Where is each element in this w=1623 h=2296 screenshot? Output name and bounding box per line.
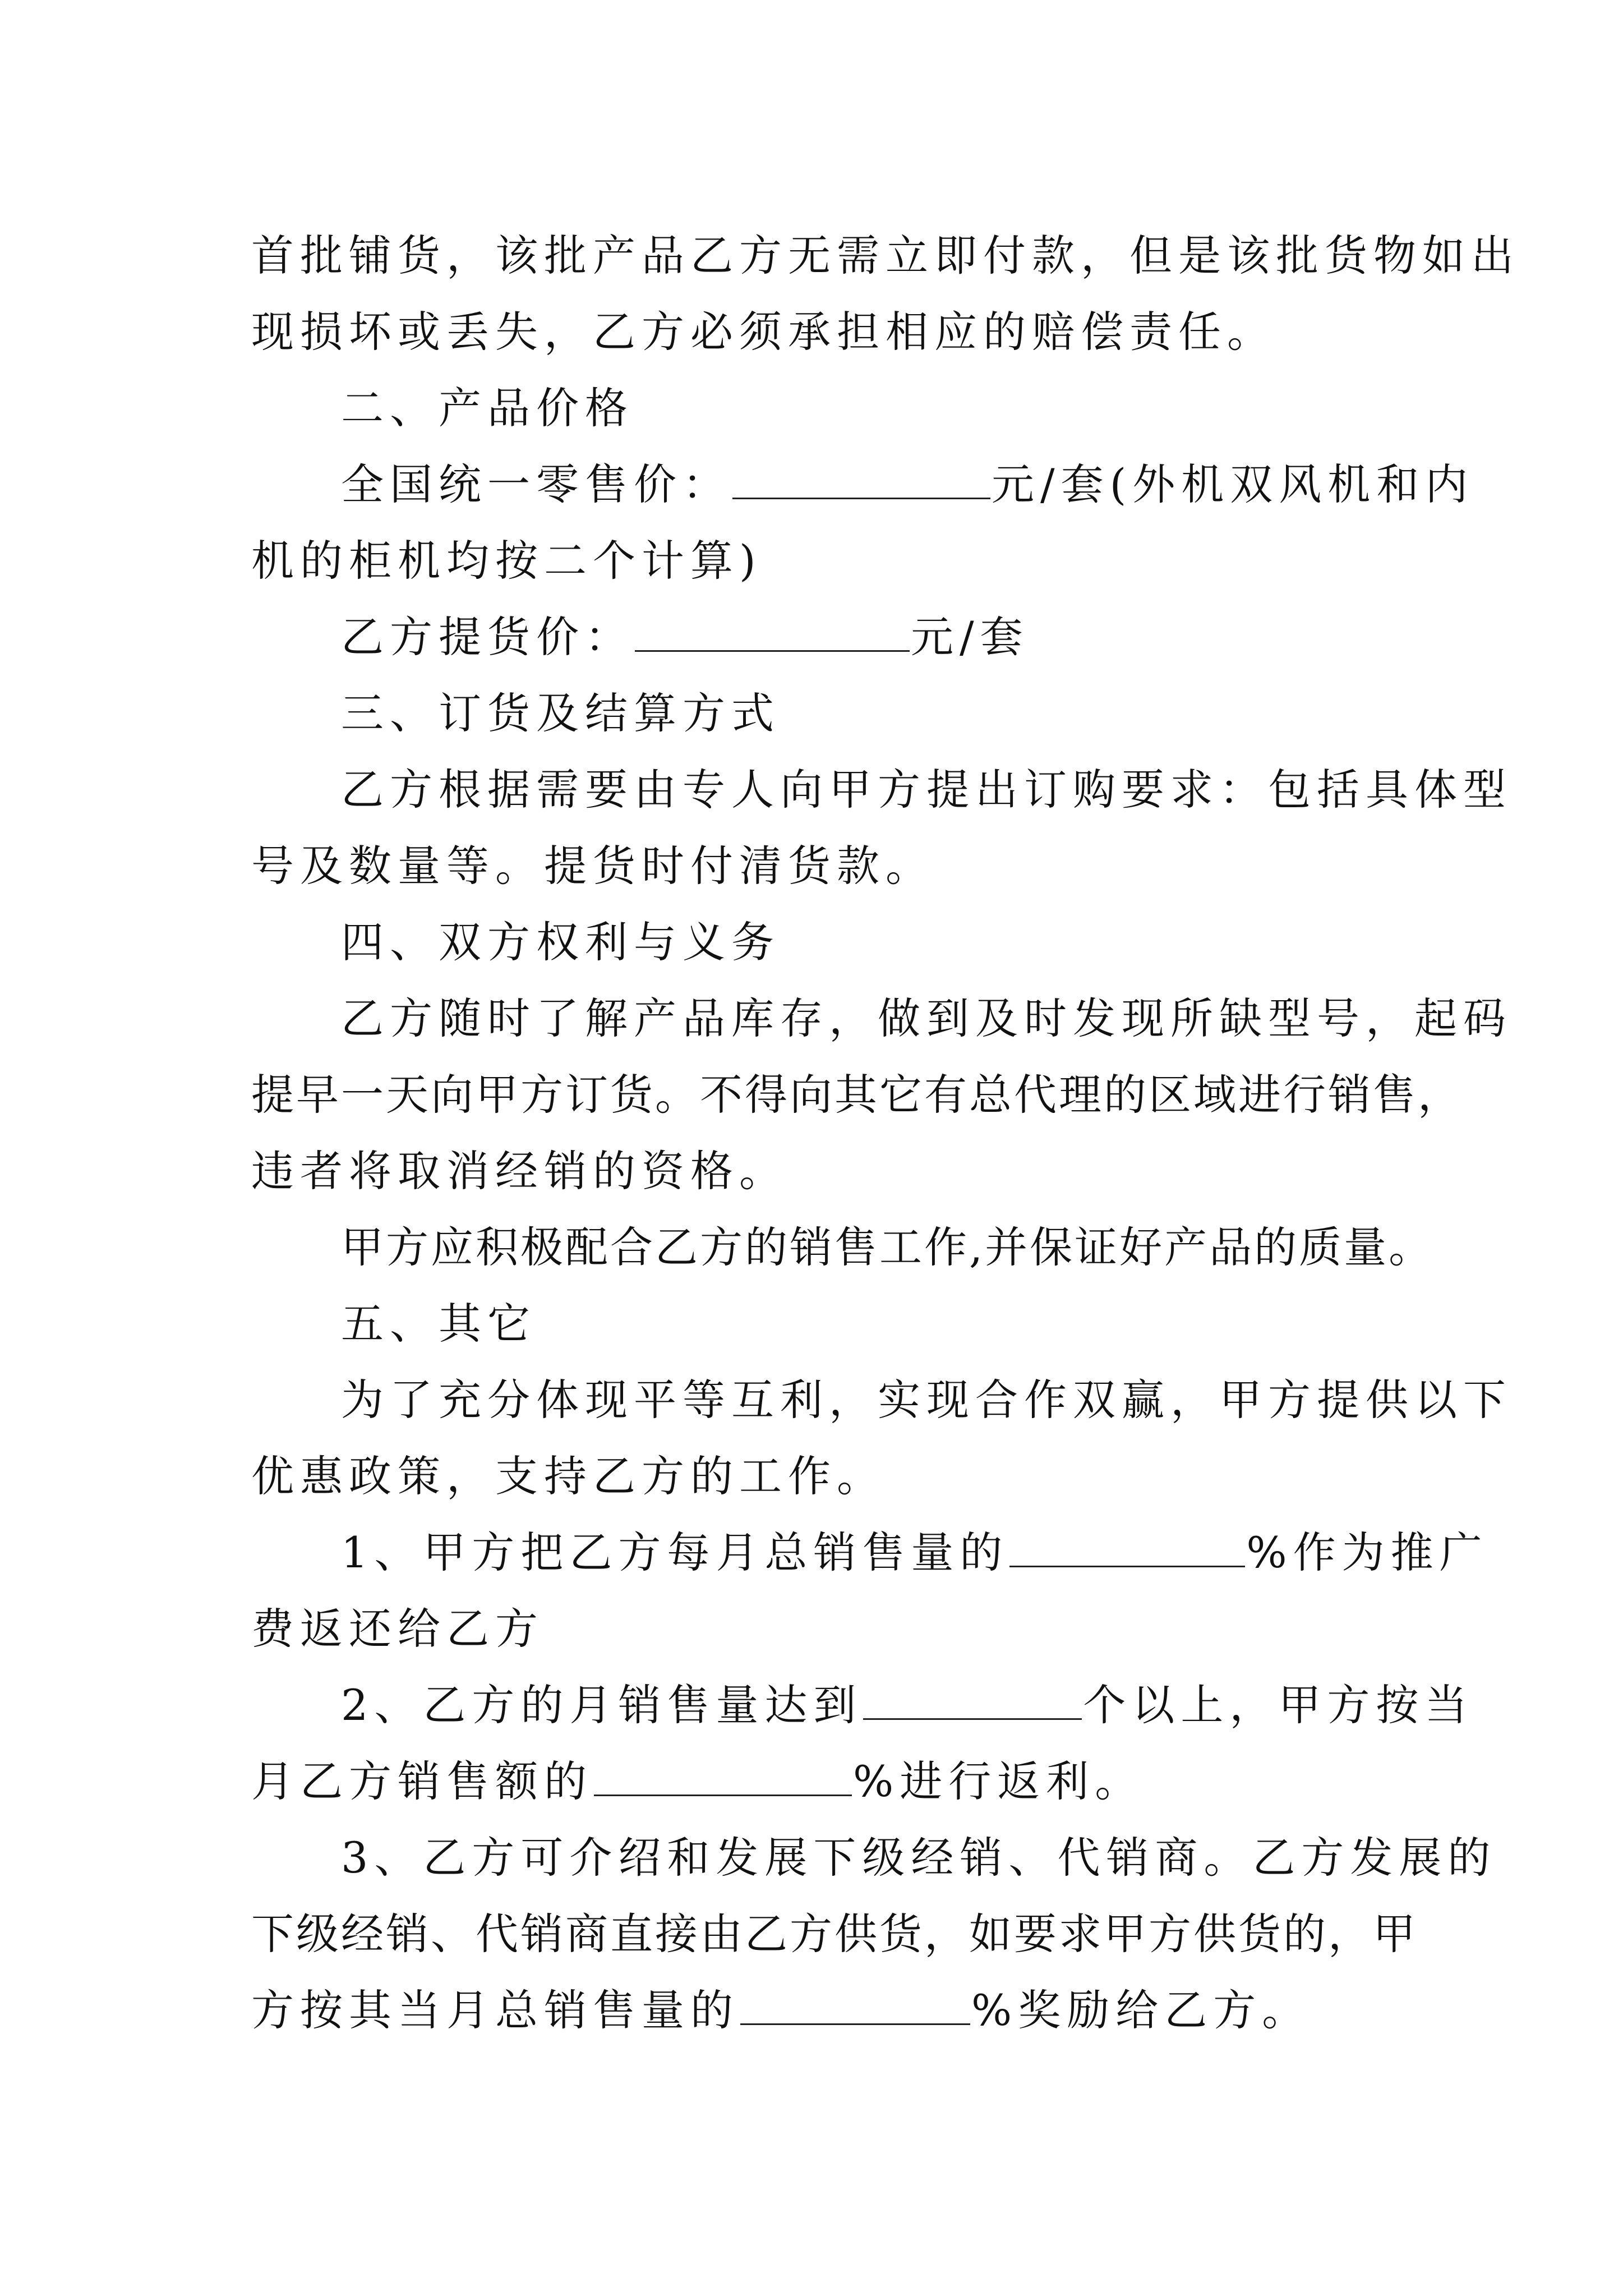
promotion-percent-blank [1009, 1531, 1245, 1567]
text-segment: 全国统一零售价： [341, 459, 731, 509]
reward-percent-blank [740, 1989, 970, 2025]
text-segment: 二、产品价格 [341, 383, 634, 433]
text-segment: 违者将取消经销的资格。 [251, 1146, 788, 1196]
text-segment: 号及数量等。提货时付清货款。 [251, 841, 934, 891]
paragraph-line [251, 447, 1474, 523]
retail-price-blank [732, 463, 990, 499]
paragraph-line [251, 1743, 1384, 1820]
text-segment: 现损坏或丢失，乙方必须承担相应的赔偿责任。 [251, 307, 1276, 357]
text-segment: %进行返利。 [853, 1756, 1144, 1806]
paragraph-line [251, 1591, 1384, 1667]
paragraph-line [251, 1362, 1512, 1438]
section-heading [251, 904, 1384, 981]
text-segment: 元/套(外机双风机和内 [992, 459, 1474, 509]
section-heading [251, 370, 1384, 447]
paragraph-line [251, 1057, 1463, 1133]
section-heading [251, 675, 1384, 752]
paragraph-line [251, 1209, 1434, 1286]
text-segment: 3、乙方可介绍和发展下级经销、代销商。乙方发展的 [341, 1833, 1497, 1883]
paragraph-line [251, 752, 1512, 828]
text-segment: 2、乙方的月销售量达到 [341, 1680, 863, 1730]
sales-volume-blank [863, 1683, 1082, 1720]
paragraph-line [251, 828, 1384, 904]
text-segment: 乙方提货价： [341, 612, 634, 662]
text-segment: 1、甲方把乙方每月总销售量的 [341, 1527, 1009, 1577]
text-segment: 五、其它 [341, 1299, 536, 1349]
text-segment: 月乙方销售额的 [251, 1756, 593, 1806]
paragraph-line [251, 1438, 1384, 1515]
text-segment: 乙方根据需要由专人向甲方提出订购要求：包括具体型 [341, 765, 1512, 815]
paragraph-line [251, 523, 1384, 599]
paragraph-line [251, 1133, 1384, 1209]
paragraph-line [251, 294, 1384, 370]
paragraph-line [251, 1972, 1384, 2049]
text-segment: 机的柜机均按二个计算) [251, 536, 762, 586]
text-segment: 提早一天向甲方订货。不得向其它有总代理的区域进行销售， [251, 1070, 1463, 1120]
pickup-price-blank [635, 615, 910, 652]
paragraph-line [251, 1515, 1488, 1591]
rebate-percent-blank [594, 1760, 852, 1796]
paragraph-line [251, 218, 1520, 294]
text-segment: 下级经销、代销商直接由乙方供货，如要求甲方供货的，甲 [251, 1909, 1418, 1959]
text-segment: 元/套 [911, 612, 1029, 662]
document-page [251, 218, 1520, 2049]
paragraph-line [251, 1667, 1474, 1743]
text-segment: 方按其当月总销售量的 [251, 1985, 739, 2035]
text-segment: 首批铺货，该批产品乙方无需立即付款，但是该批货物如出 [251, 231, 1520, 280]
text-segment: 乙方随时了解产品库存，做到及时发现所缺型号，起码 [341, 993, 1512, 1043]
paragraph-line [251, 981, 1512, 1057]
text-segment: 三、订货及结算方式 [341, 688, 780, 738]
paragraph-line [251, 1820, 1497, 1896]
text-segment: 个以上，甲方按当 [1083, 1680, 1474, 1730]
text-segment: 甲方应积极配合乙方的销售工作,并保证好产品的质量。 [341, 1222, 1434, 1272]
text-segment: 四、双方权利与义务 [341, 917, 780, 967]
text-segment: %奖励给乙方。 [971, 1985, 1311, 2035]
paragraph-line [251, 1896, 1418, 1972]
paragraph-line [251, 599, 1384, 675]
text-segment: %作为推广 [1246, 1527, 1488, 1577]
text-segment: 优惠政策，支持乙方的工作。 [251, 1451, 886, 1501]
text-segment: 费返还给乙方 [251, 1604, 544, 1654]
section-heading [251, 1286, 1384, 1362]
text-segment: 为了充分体现平等互利，实现合作双赢，甲方提供以下 [341, 1375, 1512, 1425]
